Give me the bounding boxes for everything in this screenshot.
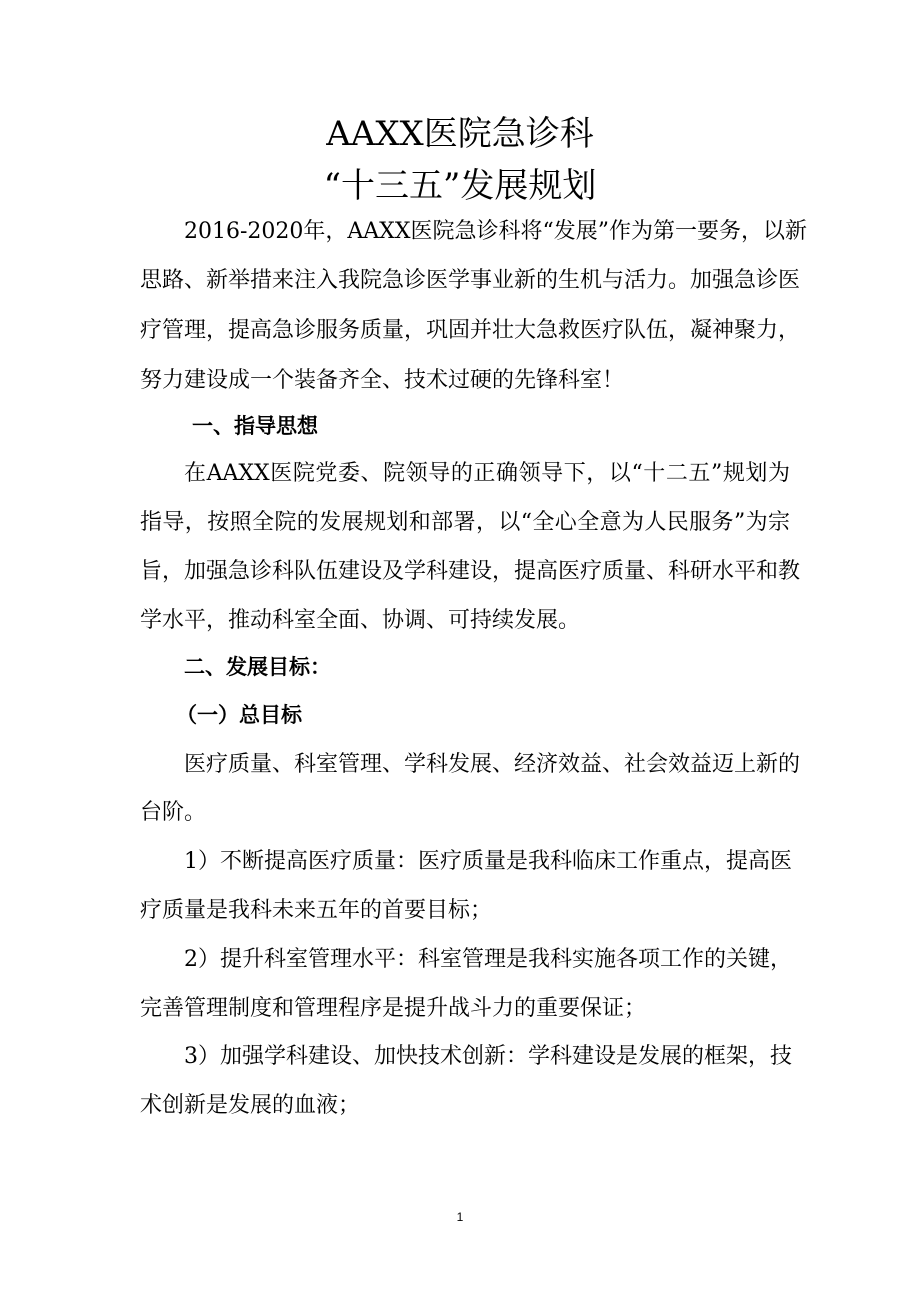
item-2-line-1: 2）提升科室管理水平：科室管理是我科实施各项工作的关键， [184,947,792,972]
section-heading-guiding-ideology: 一、指导思想 [192,414,318,438]
item-3-line-2: 术创新是发展的血液； [140,1093,361,1118]
intro-line-1: 2016-2020年，AAXX医院急诊科将“发展”作为第一要务，以新 [184,219,808,244]
section-heading-development-goals: 二、发展目标： [184,655,331,679]
document-title-line-2: “十三五”发展规划 [323,166,597,206]
goal-intro-line-1: 医疗质量、科室管理、学科发展、经济效益、社会效益迈上新的 [184,752,801,777]
item-1-line-2: 疗质量是我科未来五年的首要目标； [140,898,493,923]
intro-line-3: 疗管理，提高急诊服务质量，巩固并壮大急救医疗队伍，凝神聚力， [140,318,801,343]
section1-line-3: 旨，加强急诊科队伍建设及学科建设，提高医疗质量、科研水平和教 [140,559,801,584]
item-3-line-1: 3）加强学科建设、加快技术创新：学科建设是发展的框架，技 [184,1044,792,1069]
goal-intro-line-2: 台阶。 [140,800,207,825]
intro-line-4: 努力建设成一个装备齐全、技术过硬的先锋科室！ [140,368,625,393]
subsection-heading-overall-goal: （一）总目标 [176,703,302,727]
section1-line-2: 指导，按照全院的发展规划和部署，以“全心全意为人民服务”为宗 [140,510,790,535]
intro-line-2: 思路、新举措来注入我院急诊医学事业新的生机与活力。加强急诊医 [140,268,801,293]
section1-line-1: 在AAXX医院党委、院领导的正确领导下，以“十二五”规划为 [184,461,790,486]
page-number: 1 [456,1210,464,1224]
item-1-line-1: 1）不断提高医疗质量：医疗质量是我科临床工作重点，提高医 [184,849,792,874]
item-2-line-2: 完善管理制度和管理程序是提升战斗力的重要保证； [140,996,647,1021]
document-title-line-1: AAXX医院急诊科 [326,114,594,154]
section1-line-4: 学水平，推动科室全面、协调、可持续发展。 [140,608,581,633]
